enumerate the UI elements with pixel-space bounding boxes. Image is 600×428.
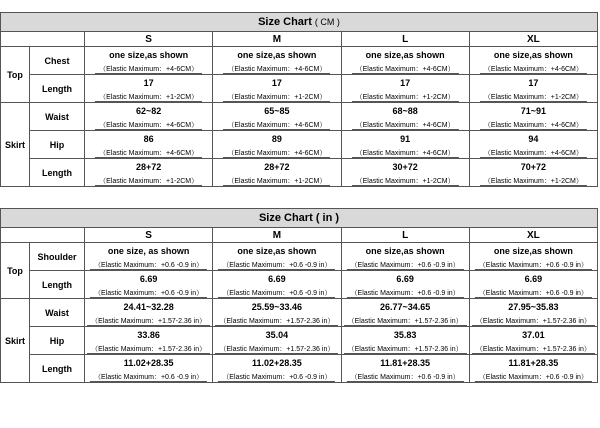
elastic-note: （Elastic Maximum：+0.6 -0.9 in） — [347, 262, 464, 270]
cell-value: 17 — [85, 75, 213, 92]
cell-note — [469, 343, 597, 355]
cell-note — [213, 343, 341, 355]
elastic-note: （Elastic Maximum：+0.6 -0.9 in） — [347, 374, 464, 382]
cell-value: 89 — [213, 131, 341, 148]
cell-note — [469, 147, 597, 159]
elastic-note: （Elastic Maximum：+1.57-2.36 in） — [344, 318, 467, 326]
cell-value: 11.81+28.35 — [469, 355, 597, 372]
row-label-hip: Hip — [30, 131, 85, 159]
cell-value: 17 — [213, 75, 341, 92]
chart-title — [1, 13, 598, 32]
cell-value: 17 — [341, 75, 469, 92]
cell-note — [341, 287, 469, 299]
elastic-note: （Elastic Maximum：+4-6CM） — [223, 122, 330, 130]
size-chart-cm — [0, 12, 598, 187]
size-header-s: S — [85, 228, 213, 243]
cell-value: 6.69 — [213, 271, 341, 288]
elastic-note: （Elastic Maximum：+4-6CM） — [95, 150, 202, 158]
cell-value: one size,as shown — [341, 243, 469, 260]
cell-value: 37.01 — [469, 327, 597, 344]
row-label-hip: Hip — [30, 327, 85, 355]
cell-note — [213, 63, 341, 75]
elastic-note: （Elastic Maximum：+0.6 -0.9 in） — [475, 262, 592, 270]
size-header-l: L — [341, 228, 469, 243]
cell-note — [341, 259, 469, 271]
elastic-note: （Elastic Maximum：+1.57-2.36 in） — [87, 346, 210, 354]
cell-note — [213, 315, 341, 327]
cell-value: 11.02+28.35 — [85, 355, 213, 372]
elastic-note: （Elastic Maximum：+1-2CM） — [352, 94, 459, 102]
row-label-shoulder: Shoulder — [30, 243, 85, 271]
cell-value: 33.86 — [85, 327, 213, 344]
cell-value: 91 — [341, 131, 469, 148]
cell-note — [341, 91, 469, 103]
cell-value: 35.04 — [213, 327, 341, 344]
cell-note — [85, 119, 213, 131]
cell-value: 27.95~35.83 — [469, 299, 597, 316]
elastic-note: （Elastic Maximum：+1-2CM） — [223, 94, 330, 102]
size-header-s: S — [85, 32, 213, 47]
elastic-note: （Elastic Maximum：+1-2CM） — [223, 178, 330, 186]
elastic-note: （Elastic Maximum：+4-6CM） — [480, 66, 587, 74]
cell-note — [85, 63, 213, 75]
cell-value: one size,as shown — [85, 47, 213, 64]
elastic-note: （Elastic Maximum：+4-6CM） — [480, 150, 587, 158]
elastic-note: （Elastic Maximum：+4-6CM） — [352, 122, 459, 130]
cell-note — [85, 343, 213, 355]
cell-value: 25.59~33.46 — [213, 299, 341, 316]
cell-note — [341, 175, 469, 187]
elastic-note: （Elastic Maximum：+4-6CM） — [95, 122, 202, 130]
cell-value: 94 — [469, 131, 597, 148]
elastic-note: （Elastic Maximum：+1.57-2.36 in） — [215, 346, 338, 354]
row-label-waist: Waist — [30, 299, 85, 327]
cell-value: 70+72 — [469, 159, 597, 176]
cell-value: one size,as shown — [469, 243, 597, 260]
cell-note — [85, 315, 213, 327]
elastic-note: （Elastic Maximum：+1.57-2.36 in） — [472, 346, 595, 354]
cell-value: 28+72 — [85, 159, 213, 176]
cell-value: 26.77~34.65 — [341, 299, 469, 316]
cell-value: 6.69 — [469, 271, 597, 288]
cell-note — [469, 259, 597, 271]
cell-value: 11.02+28.35 — [213, 355, 341, 372]
cell-note — [85, 147, 213, 159]
corner-cell — [1, 32, 85, 47]
cell-note — [341, 315, 469, 327]
group-top: Top — [1, 243, 30, 299]
size-header-m: M — [213, 32, 341, 47]
cell-note — [213, 287, 341, 299]
chart-unit: ( CM ) — [314, 17, 340, 27]
group-top: Top — [1, 47, 30, 103]
cell-note — [213, 175, 341, 187]
cell-value: 28+72 — [213, 159, 341, 176]
cell-note — [213, 371, 341, 383]
cell-note — [469, 287, 597, 299]
cell-note — [469, 119, 597, 131]
cell-note — [213, 147, 341, 159]
cell-note — [341, 343, 469, 355]
elastic-note: （Elastic Maximum：+1-2CM） — [95, 178, 202, 186]
elastic-note: （Elastic Maximum：+1-2CM） — [95, 94, 202, 102]
cell-note — [85, 259, 213, 271]
cell-value: 11.81+28.35 — [341, 355, 469, 372]
elastic-note: （Elastic Maximum：+0.6 -0.9 in） — [90, 290, 207, 298]
elastic-note: （Elastic Maximum：+4-6CM） — [352, 66, 459, 74]
cell-note — [85, 91, 213, 103]
elastic-note: （Elastic Maximum：+0.6 -0.9 in） — [347, 290, 464, 298]
cell-note — [341, 371, 469, 383]
corner-cell — [1, 228, 85, 243]
elastic-note: （Elastic Maximum：+0.6 -0.9 in） — [475, 290, 592, 298]
cell-note — [341, 63, 469, 75]
size-chart-in — [0, 208, 598, 383]
cell-note — [341, 147, 469, 159]
elastic-note: （Elastic Maximum：+0.6 -0.9 in） — [218, 290, 335, 298]
cell-value: one size,as shown — [213, 243, 341, 260]
cell-note — [469, 63, 597, 75]
elastic-note: （Elastic Maximum：+0.6 -0.9 in） — [475, 374, 592, 382]
elastic-note: （Elastic Maximum：+4-6CM） — [480, 122, 587, 130]
group-skirt: Skirt — [1, 299, 30, 383]
elastic-note: （Elastic Maximum：+0.6 -0.9 in） — [218, 262, 335, 270]
cell-value: one size, as shown — [85, 243, 213, 260]
cell-value: 30+72 — [341, 159, 469, 176]
cell-value: 6.69 — [85, 271, 213, 288]
cell-value: 24.41~32.28 — [85, 299, 213, 316]
cell-value: one size,as shown — [213, 47, 341, 64]
cell-value: 68~88 — [341, 103, 469, 120]
size-header-xl: XL — [469, 32, 597, 47]
elastic-note: （Elastic Maximum：+1.57-2.36 in） — [472, 318, 595, 326]
cell-value: 62~82 — [85, 103, 213, 120]
elastic-note: （Elastic Maximum：+1.57-2.36 in） — [344, 346, 467, 354]
cell-note — [213, 91, 341, 103]
chart-title-text: Size Chart — [258, 212, 313, 224]
cell-note — [469, 175, 597, 187]
cell-note — [85, 175, 213, 187]
cell-value: 86 — [85, 131, 213, 148]
size-header-l: L — [341, 32, 469, 47]
elastic-note: （Elastic Maximum：+4-6CM） — [223, 66, 330, 74]
elastic-note: （Elastic Maximum：+1-2CM） — [480, 178, 587, 186]
row-label-length: Length — [30, 159, 85, 187]
cell-value: one size,as shown — [469, 47, 597, 64]
elastic-note: （Elastic Maximum：+0.6 -0.9 in） — [218, 374, 335, 382]
size-header-m: M — [213, 228, 341, 243]
chart-title — [1, 209, 598, 228]
cell-note — [469, 371, 597, 383]
cell-value: 17 — [469, 75, 597, 92]
row-label-length: Length — [30, 271, 85, 299]
row-label-waist: Waist — [30, 103, 85, 131]
cell-value: 65~85 — [213, 103, 341, 120]
elastic-note: （Elastic Maximum：+0.6 -0.9 in） — [90, 374, 207, 382]
elastic-note: （Elastic Maximum：+0.6 -0.9 in） — [90, 262, 207, 270]
cell-note — [341, 119, 469, 131]
chart-title-text: Size Chart — [258, 16, 312, 28]
elastic-note: （Elastic Maximum：+4-6CM） — [223, 150, 330, 158]
row-label-chest: Chest — [30, 47, 85, 75]
elastic-note: （Elastic Maximum：+4-6CM） — [352, 150, 459, 158]
elastic-note: （Elastic Maximum：+1.57-2.36 in） — [87, 318, 210, 326]
elastic-note: （Elastic Maximum：+1.57-2.36 in） — [215, 318, 338, 326]
row-label-length: Length — [30, 355, 85, 383]
cell-note — [213, 119, 341, 131]
cell-value: 71~91 — [469, 103, 597, 120]
cell-value: 35.83 — [341, 327, 469, 344]
cell-value: one size,as shown — [341, 47, 469, 64]
chart-unit: ( in ) — [315, 212, 340, 224]
cell-note — [85, 371, 213, 383]
group-skirt: Skirt — [1, 103, 30, 187]
cell-note — [85, 287, 213, 299]
cell-note — [213, 259, 341, 271]
cell-note — [469, 315, 597, 327]
size-header-xl: XL — [469, 228, 597, 243]
row-label-length: Length — [30, 75, 85, 103]
elastic-note: （Elastic Maximum：+1-2CM） — [480, 94, 587, 102]
elastic-note: （Elastic Maximum：+4-6CM） — [95, 66, 202, 74]
cell-value: 6.69 — [341, 271, 469, 288]
cell-note — [469, 91, 597, 103]
elastic-note: （Elastic Maximum：+1-2CM） — [352, 178, 459, 186]
